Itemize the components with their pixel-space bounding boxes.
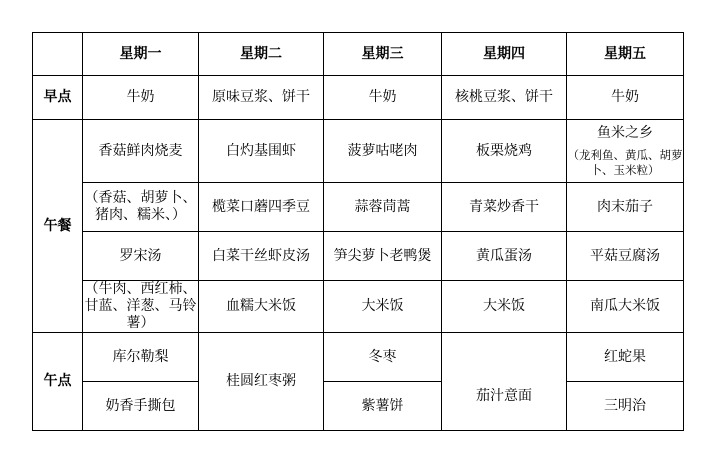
- snack-row: [33, 382, 684, 431]
- ingredient-note: （香菇、胡萝卜、猪肉、糯米、）: [83, 183, 199, 232]
- lunch-row: [33, 281, 684, 333]
- menu-cell: 三明治: [567, 382, 684, 431]
- ingredient-note: （龙利鱼、黄瓜、胡萝卜、玉米粒）: [567, 147, 683, 177]
- lunch-row: [33, 120, 684, 183]
- breakfast-label: 早点: [33, 76, 83, 120]
- menu-cell: 白灼基围虾: [199, 120, 324, 183]
- menu-cell: 罗宋汤: [83, 232, 199, 281]
- menu-cell: 牛奶: [324, 76, 442, 120]
- ingredient-note: （牛肉、西红柿、甘蓝、洋葱、马铃薯）: [84, 281, 197, 331]
- menu-cell: 平菇豆腐汤: [567, 232, 684, 281]
- day-header: 星期五: [567, 33, 684, 76]
- menu-cell: 血糯大米饭: [199, 281, 324, 333]
- menu-cell: [567, 120, 684, 183]
- menu-cell: 蒜蓉茼蒿: [324, 183, 442, 232]
- menu-cell: 奶香手撕包: [83, 382, 199, 431]
- menu-cell: 南瓜大米饭: [567, 281, 684, 333]
- menu-cell: 大米饭: [442, 281, 567, 333]
- menu-cell: 冬枣: [324, 333, 442, 382]
- menu-cell: 核桃豆浆、饼干: [442, 76, 567, 120]
- menu-cell: 牛奶: [83, 76, 199, 120]
- snack-label: 午点: [33, 333, 83, 431]
- snack-row: [33, 333, 684, 382]
- dish-title: 鱼米之乡: [597, 124, 653, 141]
- menu-cell: 笋尖萝卜老鸭煲: [324, 232, 442, 281]
- menu-cell: 原味豆浆、饼干: [199, 76, 324, 120]
- menu-cell: 紫薯饼: [324, 382, 442, 431]
- menu-cell: 青菜炒香干: [442, 183, 567, 232]
- breakfast-row: [33, 76, 684, 120]
- menu-cell: 肉末茄子: [567, 183, 684, 232]
- menu-cell: 菠萝咕咾肉: [324, 120, 442, 183]
- menu-cell: 白菜干丝虾皮汤: [199, 232, 324, 281]
- lunch-label: 午餐: [33, 120, 83, 333]
- menu-cell: 牛奶: [567, 76, 684, 120]
- day-header: 星期二: [199, 33, 324, 76]
- menu-cell: 黄瓜蛋汤: [442, 232, 567, 281]
- corner-cell: [33, 33, 83, 76]
- menu-cell: 板栗烧鸡: [442, 120, 567, 183]
- day-header: 星期四: [442, 33, 567, 76]
- weekly-menu-table: [32, 32, 684, 431]
- menu-cell: 香菇鲜肉烧麦: [83, 120, 199, 183]
- lunch-row: [33, 183, 684, 232]
- day-header: 星期一: [83, 33, 199, 76]
- menu-cell: 库尔勒梨: [83, 333, 199, 382]
- lunch-row: [33, 232, 684, 281]
- menu-cell: 红蛇果: [567, 333, 684, 382]
- menu-cell: 大米饭: [324, 281, 442, 333]
- menu-cell: 茄汁意面: [442, 333, 567, 431]
- header-row: [33, 33, 684, 76]
- day-header: 星期三: [324, 33, 442, 76]
- menu-cell: 桂圆红枣粥: [199, 333, 324, 431]
- menu-cell: 榄菜口蘑四季豆: [199, 183, 324, 232]
